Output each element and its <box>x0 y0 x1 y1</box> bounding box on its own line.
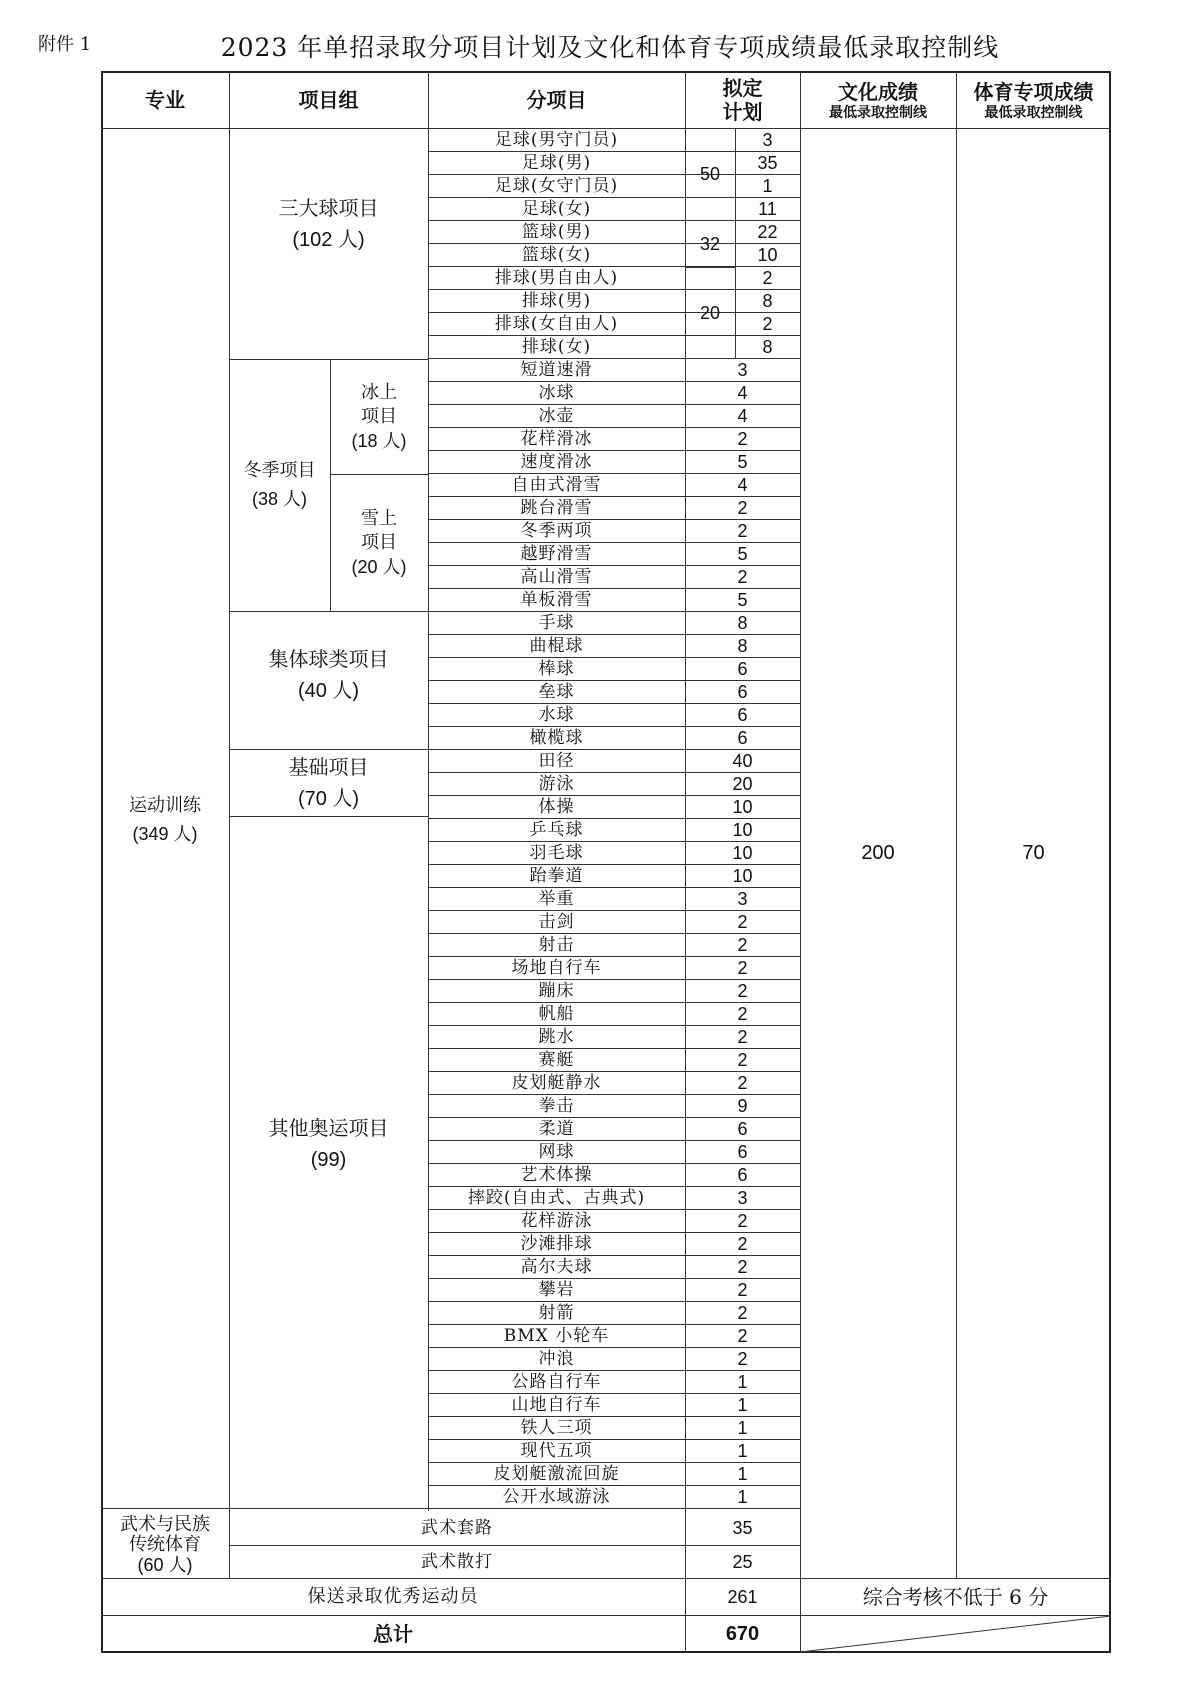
item-name: 足球(男守门员) <box>494 129 619 150</box>
item-plan: 1 <box>737 1371 748 1392</box>
item-plan: 5 <box>737 589 748 610</box>
item-plan: 6 <box>737 704 748 725</box>
item-plan: 8 <box>737 612 748 633</box>
item-plan: 2 <box>737 1049 748 1070</box>
group-team-ball-name: 集体球类项目 <box>268 647 389 671</box>
item-name: 击剑 <box>538 911 575 932</box>
item-plan: 10 <box>732 865 753 886</box>
item-plan: 10 <box>732 796 753 817</box>
group-basic <box>229 749 428 816</box>
item-name: 摔跤(自由式、古典式) <box>467 1187 646 1208</box>
page-title: 2023 年单招录取分项目计划及文化和体育专项成绩最低录取控制线 <box>220 33 1000 62</box>
header-sport <box>956 71 1111 128</box>
item-plan: 35 <box>757 152 778 173</box>
group-team-ball-count: (40 人) <box>297 680 360 702</box>
header-sport-title: 体育专项成绩 <box>973 79 1094 104</box>
item-name: 山地自行车 <box>511 1394 602 1415</box>
header-group: 项目组 <box>298 87 359 112</box>
item-name: 跆拳道 <box>529 865 584 886</box>
culture-score: 200 <box>861 842 895 864</box>
item-plan: 6 <box>737 1118 748 1139</box>
item-plan: 1 <box>737 1463 748 1484</box>
item-name: 足球(女) <box>521 198 592 219</box>
item-name: 皮划艇激流回旋 <box>493 1463 620 1484</box>
major-training-name: 运动训练 <box>129 794 201 816</box>
header-plan <box>685 71 800 128</box>
item-plan: 5 <box>737 543 748 564</box>
item-name: 冰壶 <box>538 405 575 426</box>
header-plan-line1: 拟定 <box>722 75 763 100</box>
group-ice-count: (18 人) <box>351 430 407 451</box>
group-other-olympic-count: (99) <box>310 1148 347 1171</box>
item-name: 冰球 <box>538 382 575 403</box>
item-plan: 1 <box>737 1417 748 1438</box>
group-snow <box>330 474 428 611</box>
item-plan: 2 <box>737 934 748 955</box>
major-wushu-count: (60 人) <box>137 1554 193 1575</box>
item-name: 柔道 <box>538 1118 575 1139</box>
item-name: 曲棍球 <box>529 635 584 656</box>
item-name: 铁人三项 <box>520 1417 593 1438</box>
major-wushu-name-line1: 武术与民族 <box>120 1513 210 1535</box>
item-plan: 6 <box>737 658 748 679</box>
total-label: 总计 <box>373 1622 413 1646</box>
item-name: 单板滑雪 <box>520 589 593 610</box>
item-plan: 40 <box>732 750 753 771</box>
item-name: 公开水域游泳 <box>502 1486 611 1507</box>
item-plan: 6 <box>737 727 748 748</box>
item-plan: 2 <box>737 1256 748 1277</box>
item-plan: 8 <box>762 290 773 311</box>
elite-label: 保送录取优秀运动员 <box>307 1585 479 1607</box>
item-name: 棒球 <box>538 658 575 679</box>
item-plan: 2 <box>737 566 748 587</box>
item-plan: 6 <box>737 1141 748 1162</box>
item-name: 水球 <box>538 704 575 725</box>
elite-plan: 261 <box>727 1586 758 1607</box>
item-name: 高尔夫球 <box>520 1256 593 1277</box>
item-plan: 8 <box>762 336 773 357</box>
item-name: 花样滑冰 <box>520 428 593 449</box>
sport-score: 70 <box>1022 842 1045 864</box>
item-plan: 5 <box>737 451 748 472</box>
group-basic-name: 基础项目 <box>288 754 369 779</box>
item-plan: 2 <box>737 520 748 541</box>
item-plan: 3 <box>737 1187 748 1208</box>
item-name: 沙滩排球 <box>520 1233 593 1254</box>
group-ice-line1: 冰上 <box>361 381 397 403</box>
item-name: 网球 <box>538 1141 575 1162</box>
item-plan: 10 <box>757 244 778 265</box>
item-name: 赛艇 <box>538 1049 575 1070</box>
item-name: 花样游泳 <box>520 1210 593 1231</box>
item-name: 拳击 <box>538 1095 575 1116</box>
wushu-item-taolu: 武术套路 <box>421 1518 493 1538</box>
group-ice-line2: 项目 <box>361 405 397 427</box>
item-plan: 1 <box>762 175 773 196</box>
item-name: 足球(女守门员) <box>494 175 619 196</box>
item-name: 足球(男) <box>521 152 592 173</box>
item-plan: 6 <box>737 1164 748 1185</box>
item-name: 场地自行车 <box>511 957 602 978</box>
item-plan: 1 <box>737 1486 748 1507</box>
item-name: 田径 <box>538 750 575 771</box>
item-plan: 1 <box>737 1440 748 1461</box>
item-plan: 2 <box>737 1072 748 1093</box>
item-plan: 2 <box>737 911 748 932</box>
total-plan: 670 <box>725 1623 760 1645</box>
wushu-plan-taolu: 35 <box>732 1518 753 1538</box>
item-plan: 2 <box>737 957 748 978</box>
header-culture-sub: 最低录取控制线 <box>829 104 927 121</box>
item-name: 公路自行车 <box>511 1371 602 1392</box>
group-three-balls-count: (102 人) <box>292 228 365 251</box>
group-three-balls-name: 三大球项目 <box>278 195 379 220</box>
item-plan: 4 <box>737 474 748 495</box>
group-snow-count: (20 人) <box>351 556 407 577</box>
subtotal-basketball: 32 <box>699 233 721 254</box>
item-name: 射击 <box>538 934 575 955</box>
major-wushu-name-line2: 传统体育 <box>129 1533 201 1555</box>
subtotal-volleyball: 20 <box>699 303 721 323</box>
item-plan: 3 <box>737 359 748 380</box>
group-three-balls <box>229 128 428 359</box>
item-plan: 2 <box>737 497 748 518</box>
item-name: BMX 小轮车 <box>503 1325 610 1346</box>
item-name: 乒乓球 <box>529 819 584 840</box>
item-name: 排球(女) <box>521 336 592 357</box>
wushu-plan-sanda: 25 <box>732 1551 753 1572</box>
item-name: 速度滑冰 <box>520 451 593 472</box>
item-name: 羽毛球 <box>529 842 584 863</box>
item-name: 射箭 <box>538 1302 575 1323</box>
item-name: 垒球 <box>538 681 575 702</box>
group-ice <box>330 359 428 474</box>
item-name: 排球(男) <box>521 290 592 311</box>
subtotal-football: 50 <box>699 164 721 184</box>
wushu-item-sanda: 武术散打 <box>421 1551 493 1572</box>
item-name: 冲浪 <box>538 1348 575 1369</box>
item-plan: 2 <box>762 267 773 288</box>
item-name: 帆船 <box>538 1003 575 1024</box>
item-name: 现代五项 <box>520 1440 593 1461</box>
item-plan: 10 <box>732 842 753 863</box>
item-plan: 8 <box>737 635 748 656</box>
group-team-ball <box>229 611 428 749</box>
group-other-olympic <box>229 816 428 1511</box>
item-plan: 2 <box>737 1279 748 1300</box>
item-plan: 2 <box>737 1026 748 1047</box>
item-plan: 2 <box>737 1210 748 1231</box>
group-snow-line2: 项目 <box>361 531 397 553</box>
item-plan: 3 <box>762 129 773 150</box>
item-name: 高山滑雪 <box>520 566 593 587</box>
item-plan: 2 <box>737 1348 748 1369</box>
item-name: 皮划艇静水 <box>511 1072 602 1093</box>
item-plan: 4 <box>737 405 748 426</box>
group-winter-name: 冬季项目 <box>243 460 316 481</box>
item-plan: 2 <box>737 980 748 1001</box>
item-plan: 11 <box>758 198 777 219</box>
item-plan: 4 <box>737 382 748 403</box>
group-basic-count: (70 人) <box>297 787 360 810</box>
header-plan-line2: 计划 <box>722 99 763 124</box>
header-major: 专业 <box>145 87 185 112</box>
item-plan: 2 <box>737 428 748 449</box>
item-name: 篮球(女) <box>521 244 592 265</box>
major-wushu <box>101 1511 229 1578</box>
item-name: 艺术体操 <box>520 1164 593 1185</box>
item-name: 橄榄球 <box>529 727 584 748</box>
item-name: 篮球(男) <box>521 221 592 242</box>
item-plan: 3 <box>737 888 748 909</box>
item-name: 排球(男自由人) <box>494 267 619 288</box>
group-winter <box>229 359 330 611</box>
item-plan: 9 <box>737 1095 748 1116</box>
item-plan: 20 <box>732 773 753 794</box>
item-name: 越野滑雪 <box>520 543 593 564</box>
item-name: 短道速滑 <box>520 359 593 380</box>
item-name: 冬季两项 <box>520 520 593 541</box>
item-plan: 2 <box>737 1233 748 1254</box>
group-winter-count: (38 人) <box>251 489 307 509</box>
item-plan: 2 <box>737 1325 748 1346</box>
item-name: 手球 <box>538 612 575 633</box>
header-sport-sub: 最低录取控制线 <box>984 104 1083 121</box>
header-item: 分项目 <box>526 87 587 112</box>
item-name: 自由式滑雪 <box>511 474 602 495</box>
item-name: 攀岩 <box>538 1279 575 1300</box>
item-name: 举重 <box>538 888 575 909</box>
elite-note: 综合考核不低于 6 分 <box>862 1584 1049 1609</box>
item-name: 游泳 <box>538 773 575 794</box>
item-plan: 22 <box>757 221 778 242</box>
item-plan: 6 <box>737 681 748 702</box>
item-name: 体操 <box>538 796 575 817</box>
item-name: 跳台滑雪 <box>520 497 593 518</box>
item-plan: 2 <box>737 1003 748 1024</box>
total-empty-diagonal <box>800 1615 1111 1653</box>
item-plan: 2 <box>762 313 773 334</box>
item-plan: 2 <box>737 1302 748 1323</box>
item-plan: 10 <box>732 819 753 840</box>
item-name: 跳水 <box>538 1026 575 1047</box>
item-plan: 1 <box>737 1394 748 1415</box>
attachment-label: 附件 1 <box>38 34 92 55</box>
major-training <box>101 128 229 1511</box>
header-culture <box>800 71 956 128</box>
header-culture-title: 文化成绩 <box>838 79 918 104</box>
group-other-olympic-name: 其他奥运项目 <box>268 1115 389 1140</box>
group-snow-line1: 雪上 <box>361 507 397 529</box>
item-name: 蹦床 <box>538 980 575 1001</box>
major-training-count: (349 人) <box>132 823 198 844</box>
item-name: 排球(女自由人) <box>494 313 619 334</box>
